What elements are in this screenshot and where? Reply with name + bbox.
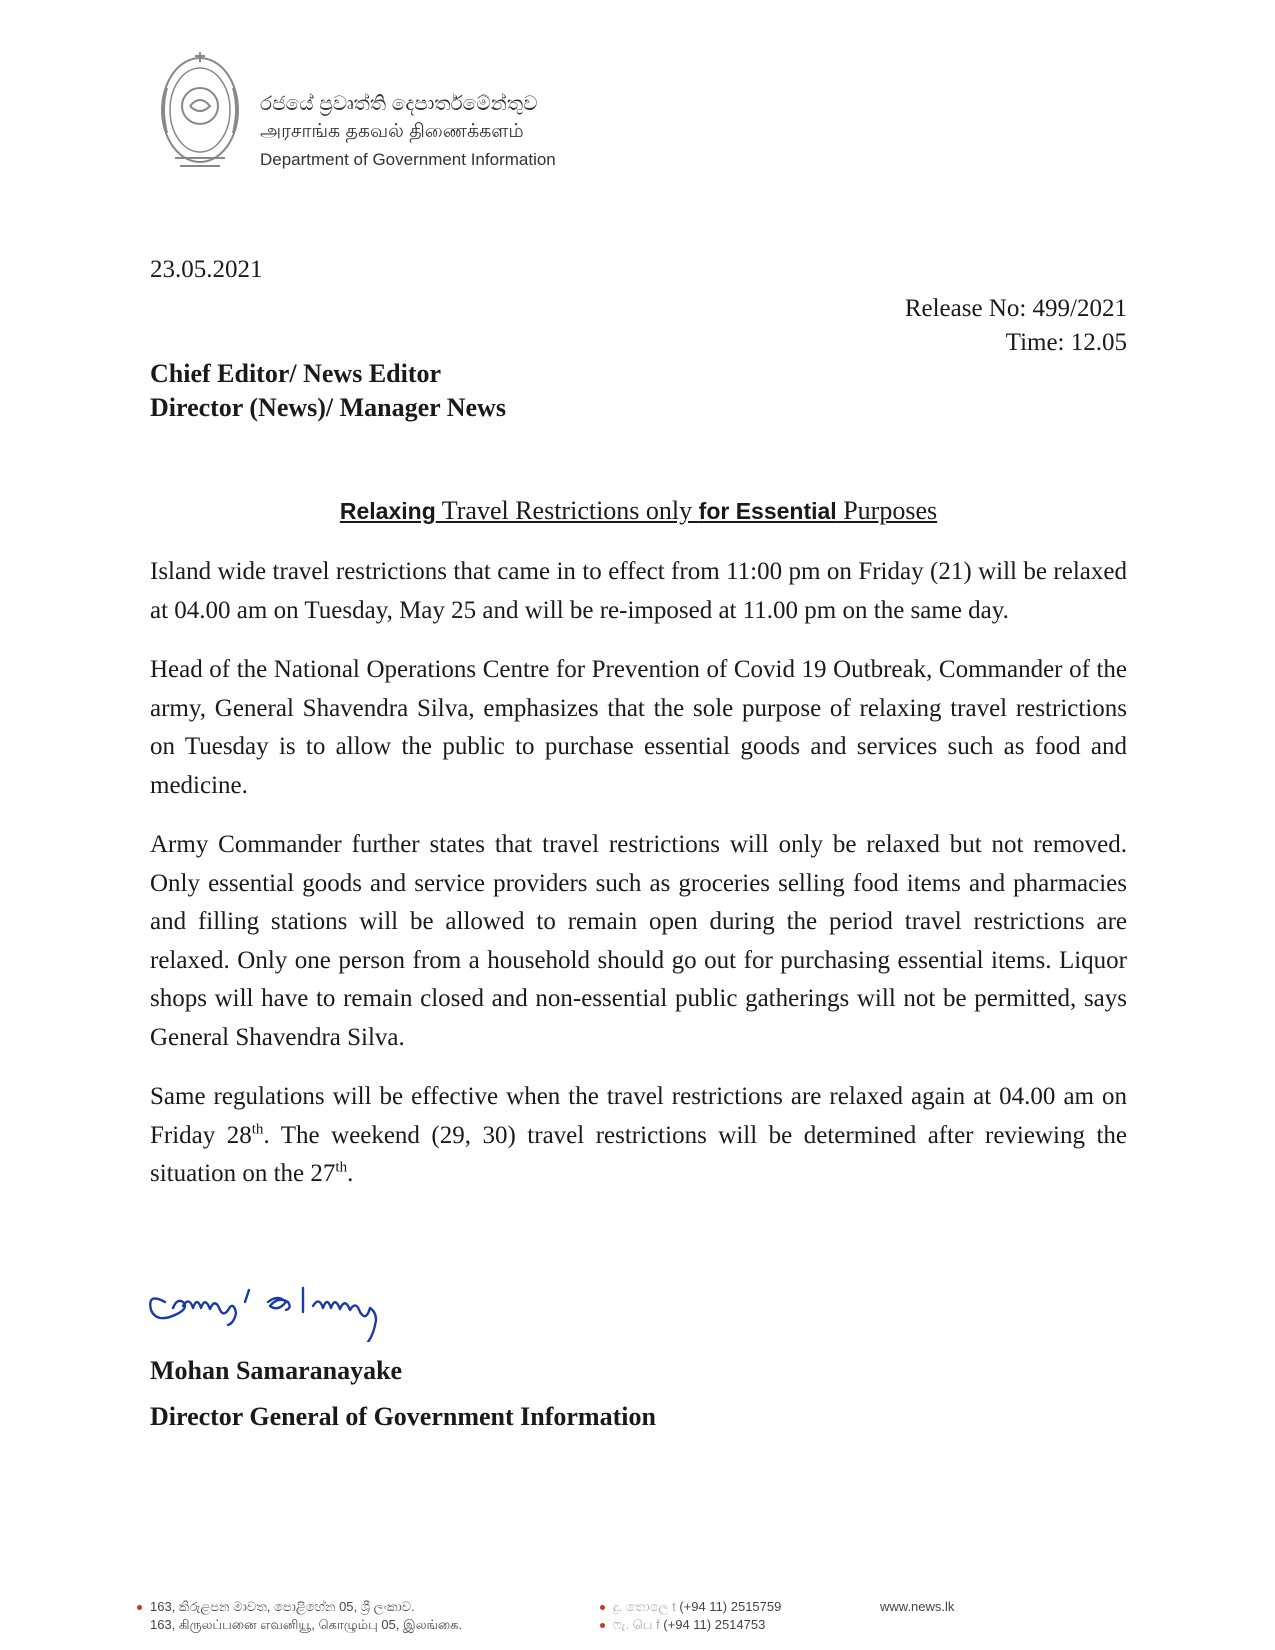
recipient-line-2: Director (News)/ Manager News (150, 393, 506, 422)
press-release-body (150, 553, 1127, 1215)
footer-contact (600, 1598, 781, 1634)
headline-part-4: Purposes (836, 496, 938, 525)
headline-part-2: Travel Restrictions only (435, 496, 699, 525)
ordinal-suffix: th (251, 1121, 264, 1138)
recipients (150, 357, 506, 425)
body-paragraph-4-c: . (347, 1160, 354, 1187)
bullet-icon (600, 1623, 605, 1628)
release-time: Time: 12.05 (1005, 329, 1127, 356)
headline-part-3: for Essential (698, 498, 837, 524)
sri-lanka-emblem-icon (155, 48, 245, 178)
signer-name: Mohan Samaranayake (150, 1356, 403, 1385)
recipient-line-1: Chief Editor/ News Editor (150, 359, 442, 388)
body-paragraph-2: Head of the National Operations Centre for Prevention of Covid 19 Outbreak, Commander of the army, General Shavendra Silva, emphasizes that the sole purpose of relaxing travel restrictions on Tuesday is to allow the public to purchase essential goods and services such as food and medicine. (150, 656, 1127, 799)
release-number: Release No: 499/2021 (904, 295, 1127, 322)
body-paragraph-3: Army Commander further states that travel restrictions will only be relaxed but not removed. Only essential goods and service providers such as groceries selling food items and pharmacies and filling stations will be allowed to remain open during the period travel restrictions are relaxed. Only one person from a household should go out for purchasing essential items. Liquor shops will have to remain closed and non-essential public gatherings will not be permitted, says General Shavendra Silva. (150, 831, 1127, 1051)
department-heading (260, 90, 556, 174)
release-info (905, 292, 1127, 360)
ordinal-suffix: th (335, 1159, 348, 1176)
footer-address-sinhala: 163, කිරුළපන මාවත, පොළිහේන 05, ශ්‍රී ලංකාව. (150, 1599, 415, 1614)
handwritten-signature-icon (143, 1272, 473, 1342)
release-date: 23.05.2021 (150, 256, 263, 283)
press-release-headline (150, 496, 1127, 526)
footer-fax-label: ෆැ. பெ f (613, 1617, 660, 1632)
bullet-icon (137, 1605, 142, 1610)
body-paragraph-4-a: Same regulations will be effective when the travel restrictions are relaxed again at 04.00 am on Friday 28 (150, 1083, 1127, 1149)
footer-address (137, 1598, 462, 1634)
department-name-sinhala: රජයේ ප්‍රවෘත්ති දෙපාර්තමේන්තුව (260, 93, 538, 115)
footer-fax: (+94 11) 2514753 (663, 1617, 766, 1632)
body-paragraph-4 (150, 1078, 1127, 1194)
footer-tel: (+94 11) 2515759 (679, 1599, 782, 1614)
footer-address-tamil: 163, கிருலப்பனை எவனியூ, கொழும்பு 05, இலங்கை. (150, 1617, 463, 1632)
department-name-tamil: அரசாங்க தகவல் திணைக்களம் (260, 121, 524, 142)
signer-title: Director General of Government Information (150, 1402, 656, 1431)
bullet-icon (600, 1605, 605, 1610)
department-name-english: Department of Government Information (260, 150, 556, 169)
footer-tel-label: දු. තොලෙ t (613, 1599, 676, 1614)
body-paragraph-1: Island wide travel restrictions that came in to effect from 11:00 pm on Friday (21) will be relaxed at 04.00 am on Tuesday, May 25 and will be re-imposed at 11.00 pm on the same day. (150, 558, 1127, 624)
footer-website[interactable]: www.news.lk (880, 1599, 955, 1614)
body-paragraph-4-b: . The weekend (29, 30) travel restrictions will be determined after reviewing the situation on the 27 (150, 1121, 1127, 1187)
signer-block (150, 1348, 656, 1440)
headline-part-1: Relaxing (339, 498, 436, 524)
